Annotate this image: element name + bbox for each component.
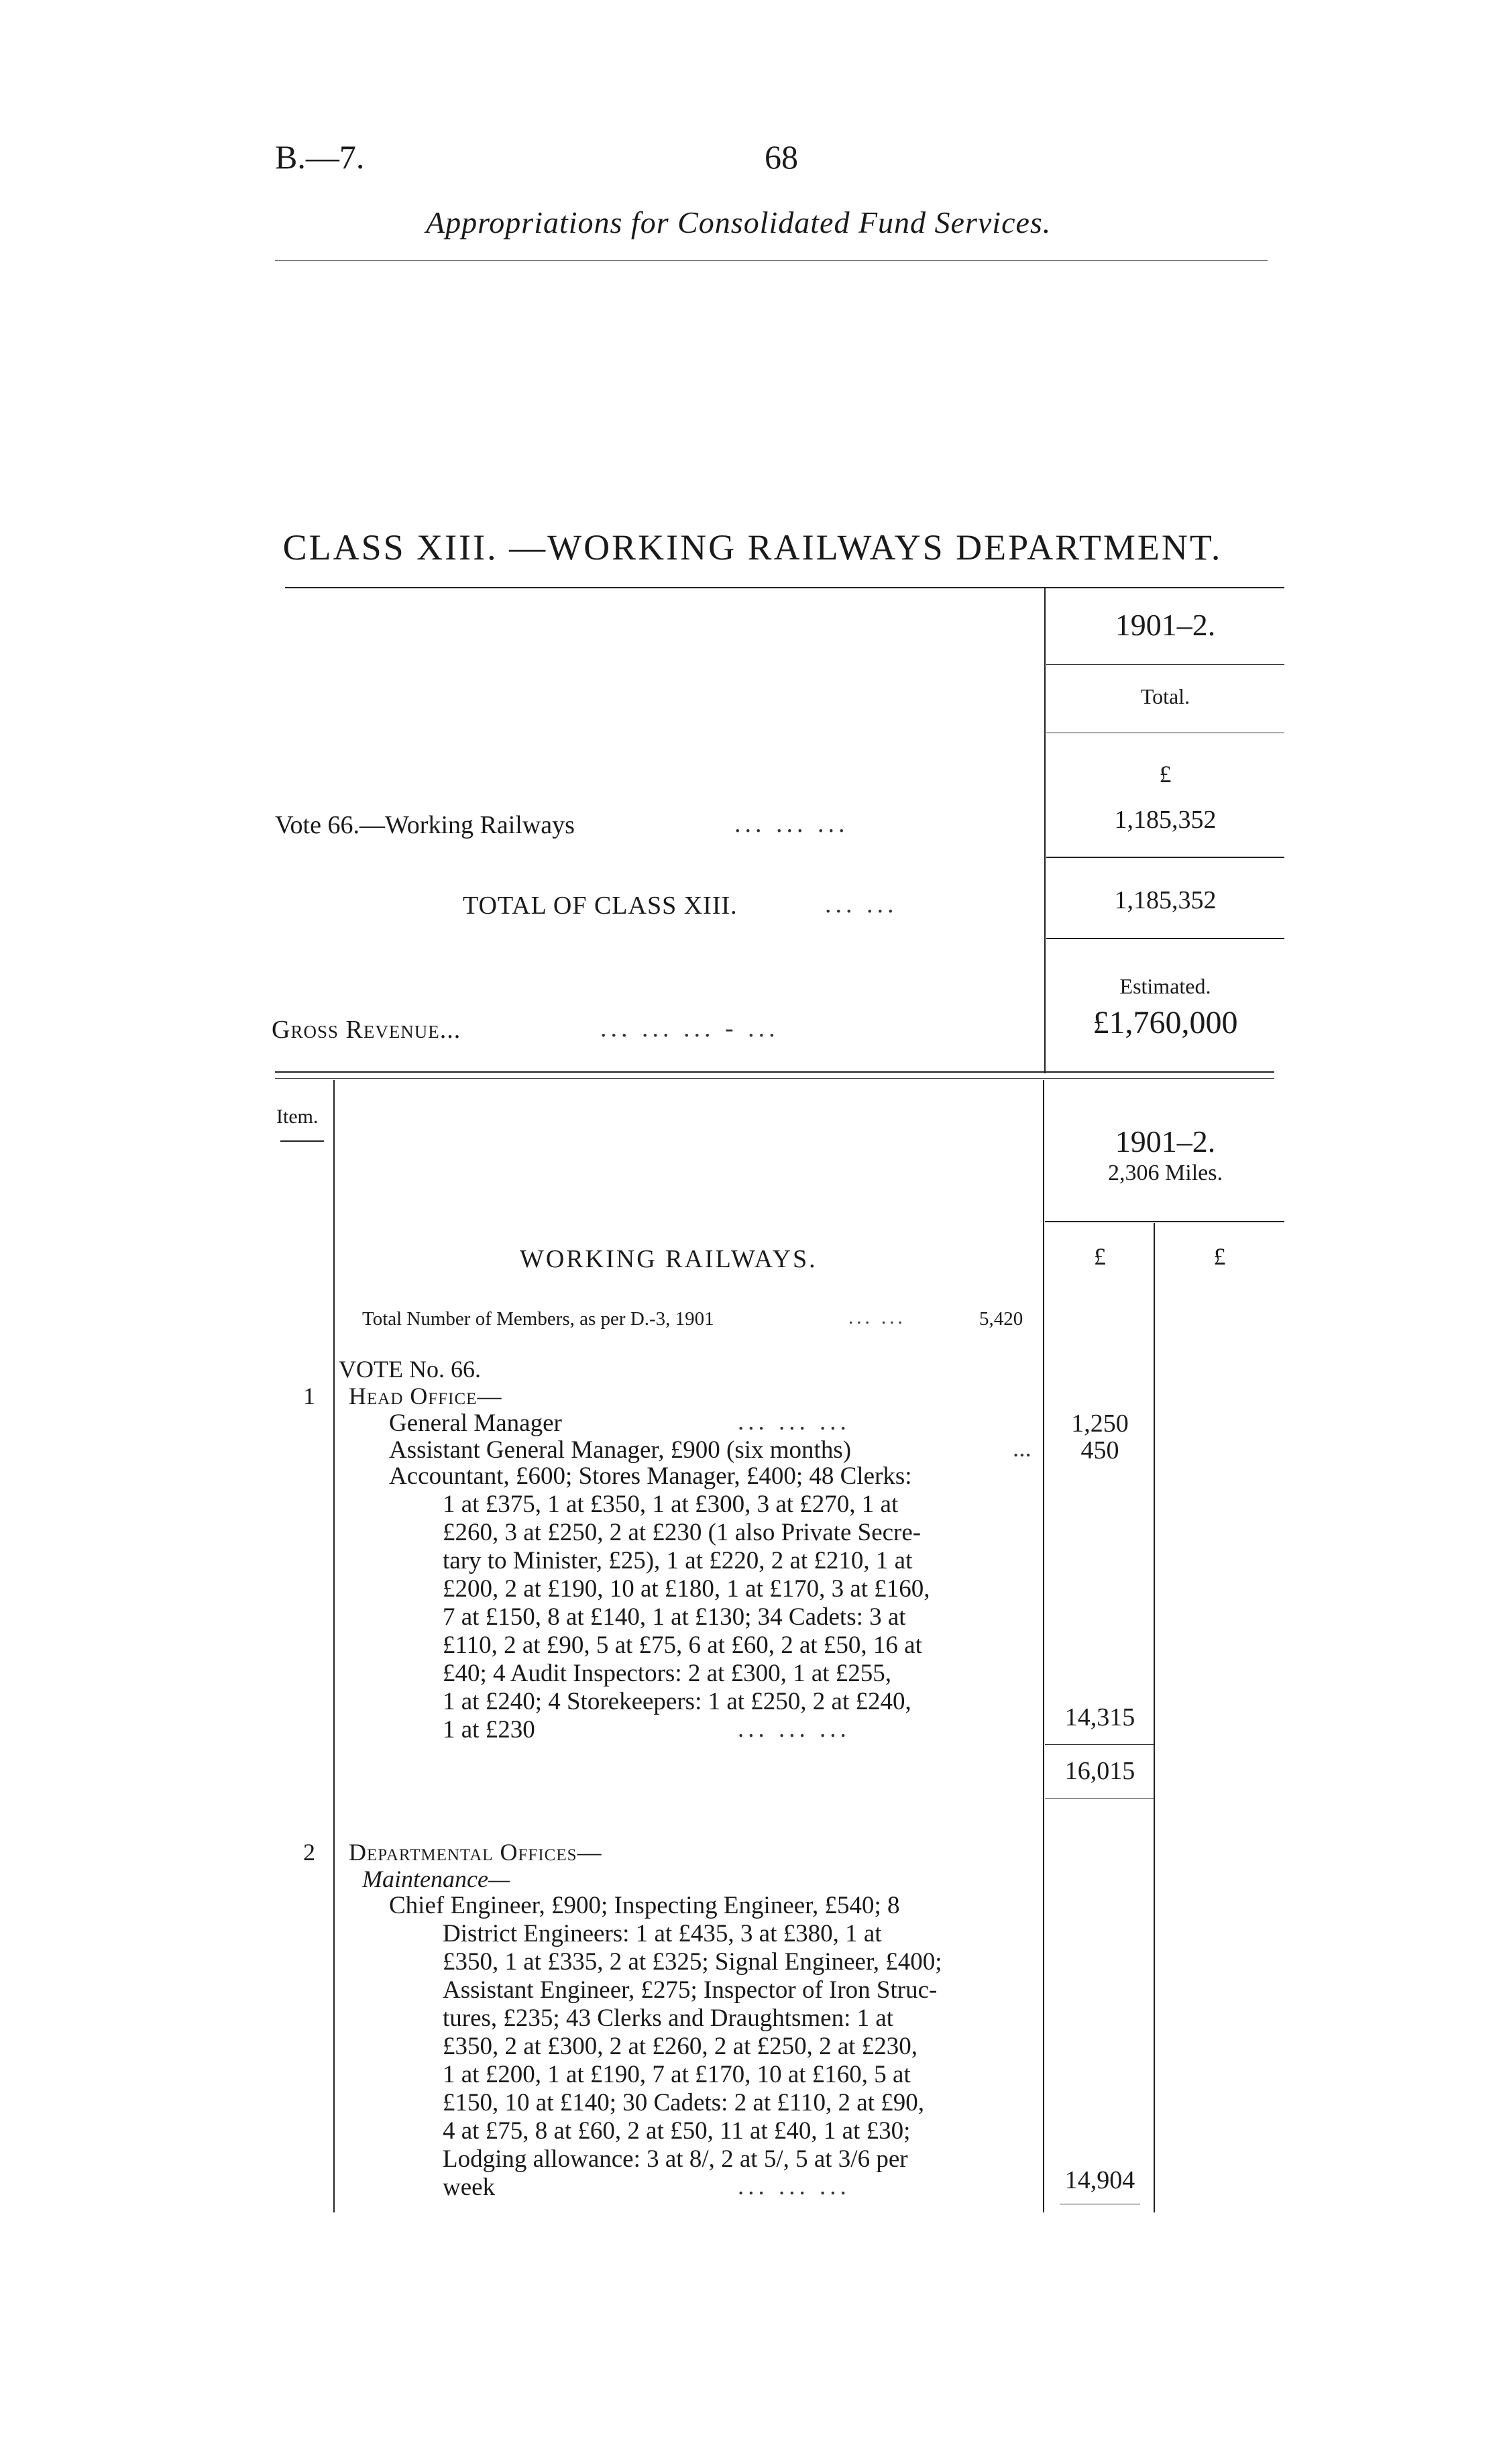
gross-revenue-amount: £1,760,000 [1093, 1005, 1238, 1040]
summary-total-label: Total. [1140, 684, 1190, 708]
item-1-number: 1 [303, 1383, 315, 1409]
item-1-para-line-7: £40; 4 Audit Inspectors: 2 at £300, 1 at £255, [443, 1660, 892, 1687]
vote-line-amount: 1,185,352 [1114, 806, 1217, 834]
item-1-para-line-6: £110, 2 at £90, 5 at £75, 6 at £60, 2 at £50, 16 at [443, 1631, 922, 1659]
item-2-para-line-3: Assistant Engineer, £275; Inspector of Iron Struc- [443, 1976, 938, 2004]
class-title: CLASS XIII. —WORKING RAILWAYS DEPARTMENT. [282, 527, 1223, 568]
item-1-para-line-4: £200, 2 at £190, 10 at £180, 1 at £170, 3 at £160, [443, 1575, 930, 1603]
item-header-rule [280, 1140, 324, 1142]
header-rule [275, 260, 1268, 261]
item-2-para-line-5: £350, 2 at £300, 2 at £260, 2 at £250, 2 at £230, [443, 2033, 918, 2060]
item-2-para-line-9: Lodging allowance: 3 at 8/, 2 at 5/, 5 at 3/6 per [443, 2145, 908, 2173]
gross-revenue-leader: ... ... ... - ... [600, 1014, 779, 1042]
item-1-para-amount: 14,315 [1064, 1703, 1135, 1731]
gross-revenue-label: Gross Revenue... [272, 1016, 461, 1044]
item-1-para-leader: ... ... ... [738, 1715, 850, 1743]
item-1-total: 16,015 [1064, 1757, 1135, 1785]
item-2-paragraph [389, 1892, 1033, 2202]
item-2-subheading: Maintenance— [362, 1866, 510, 1892]
page-number: 68 [765, 138, 798, 176]
item-column-header: Item. [276, 1106, 319, 1128]
item-1-total-rule [1045, 1798, 1154, 1799]
total-class-label: TOTAL OF CLASS XIII. [463, 892, 738, 920]
item-1-line-2-leader: ... [1013, 1435, 1032, 1462]
summary-currency: £ [1159, 761, 1172, 788]
estimated-label: Estimated. [1119, 974, 1211, 998]
members-line-leader: ... ... [848, 1307, 906, 1328]
item-1-line-1-text: General Manager [389, 1409, 562, 1437]
document-reference: B.—7. [275, 138, 365, 176]
item-2-para-line-7: £150, 10 at £140; 30 Cadets: 2 at £110, 2 at £90, [443, 2089, 924, 2117]
summary-bottom-rule-2 [275, 1078, 1274, 1079]
item-2-para-line-0: Chief Engineer, £900; Inspecting Engineer, £540; 8 [389, 1892, 900, 1919]
item-2-para-line-8: 4 at £75, 8 at £60, 2 at £50, 11 at £40, 1 at £30; [443, 2117, 911, 2145]
item-1-para-line-0: Accountant, £600; Stores Manager, £400; 48 Clerks: [389, 1462, 912, 1490]
item-1-paragraph [389, 1462, 1033, 1744]
item-2-para-line-1: District Engineers: 1 at £435, 3 at £380, 1 at [443, 1920, 882, 1947]
vote-line-leader: ... ... ... [734, 810, 849, 838]
item-1-line-2-amount: 450 [1080, 1436, 1119, 1464]
total-class-leader: ... ... [825, 890, 898, 918]
item-2-para-line-2: £350, 1 at £335, 2 at £325; Signal Engineer, £400; [443, 1948, 942, 1976]
total-class-rule [1046, 938, 1284, 939]
currency-column-2: £ [1213, 1243, 1226, 1270]
description-column-divider [1043, 1080, 1044, 2212]
total-class-amount: 1,185,352 [1114, 886, 1217, 914]
item-2-para-leader: ... ... ... [738, 2173, 850, 2200]
members-count: 5,420 [979, 1308, 1023, 1330]
summary-bottom-rule-1 [275, 1071, 1274, 1073]
currency-column-1: £ [1094, 1243, 1106, 1270]
vote-number: VOTE No. 66. [339, 1356, 481, 1383]
section-title: WORKING RAILWAYS. [520, 1245, 818, 1273]
item-2-para-line-10: week [443, 2174, 496, 2201]
items-miles: 2,306 Miles. [1108, 1161, 1223, 1185]
summary-column-divider [1044, 588, 1046, 1073]
page-subtitle: Appropriations for Consolidated Fund Services. [426, 205, 1052, 239]
item-1-subtotal-rule [1045, 1744, 1154, 1745]
item-1-para-line-8: 1 at £240; 4 Storekeepers: 1 at £250, 2 at £240, [443, 1688, 911, 1715]
item-1-para-line-5: 7 at £150, 8 at £140, 1 at £130; 34 Cadets: 3 at [443, 1603, 906, 1631]
item-1-para-line-2: £260, 3 at £250, 2 at £230 (1 also Private Secre- [443, 1519, 922, 1546]
item-2-number: 2 [303, 1839, 315, 1866]
item-1-heading: Head Office— [349, 1383, 502, 1409]
item-1-line-1-amount: 1,250 [1071, 1409, 1129, 1438]
summary-year-rule [1046, 664, 1284, 665]
summary-top-rule [285, 587, 1284, 588]
item-1-para-line-1: 1 at £375, 1 at £350, 1 at £300, 3 at £270, 1 at [443, 1491, 899, 1518]
vote-line-label: Vote 66.—Working Railways [275, 811, 575, 839]
item-1-para-line-3: tary to Minister, £25), 1 at £220, 2 at £210, 1 at [443, 1547, 913, 1574]
item-2-heading: Departmental Offices— [349, 1839, 602, 1866]
items-year: 1901–2. [1115, 1124, 1216, 1159]
summary-year: 1901–2. [1115, 608, 1216, 642]
item-2-para-amount: 14,904 [1064, 2166, 1135, 2194]
item-1-line-2-text: Assistant General Manager, £900 (six months) [389, 1436, 852, 1464]
item-1-para-line-9: 1 at £230 [443, 1716, 535, 1744]
item-2-para-line-6: 1 at £200, 1 at £190, 7 at £170, 10 at £160, 5 at [443, 2061, 911, 2088]
amount-column-divider [1154, 1223, 1155, 2212]
items-header-rule [1045, 1221, 1284, 1222]
vote-amount-rule [1046, 857, 1284, 858]
item-1-line-1-leader: ... ... ... [738, 1408, 850, 1436]
item-column-divider [333, 1080, 335, 2212]
item-2-para-line-4: tures, £235; 43 Clerks and Draughtsmen: 1 at [443, 2004, 894, 2032]
members-line-label: Total Number of Members, as per D.-3, 1901 [362, 1308, 714, 1330]
